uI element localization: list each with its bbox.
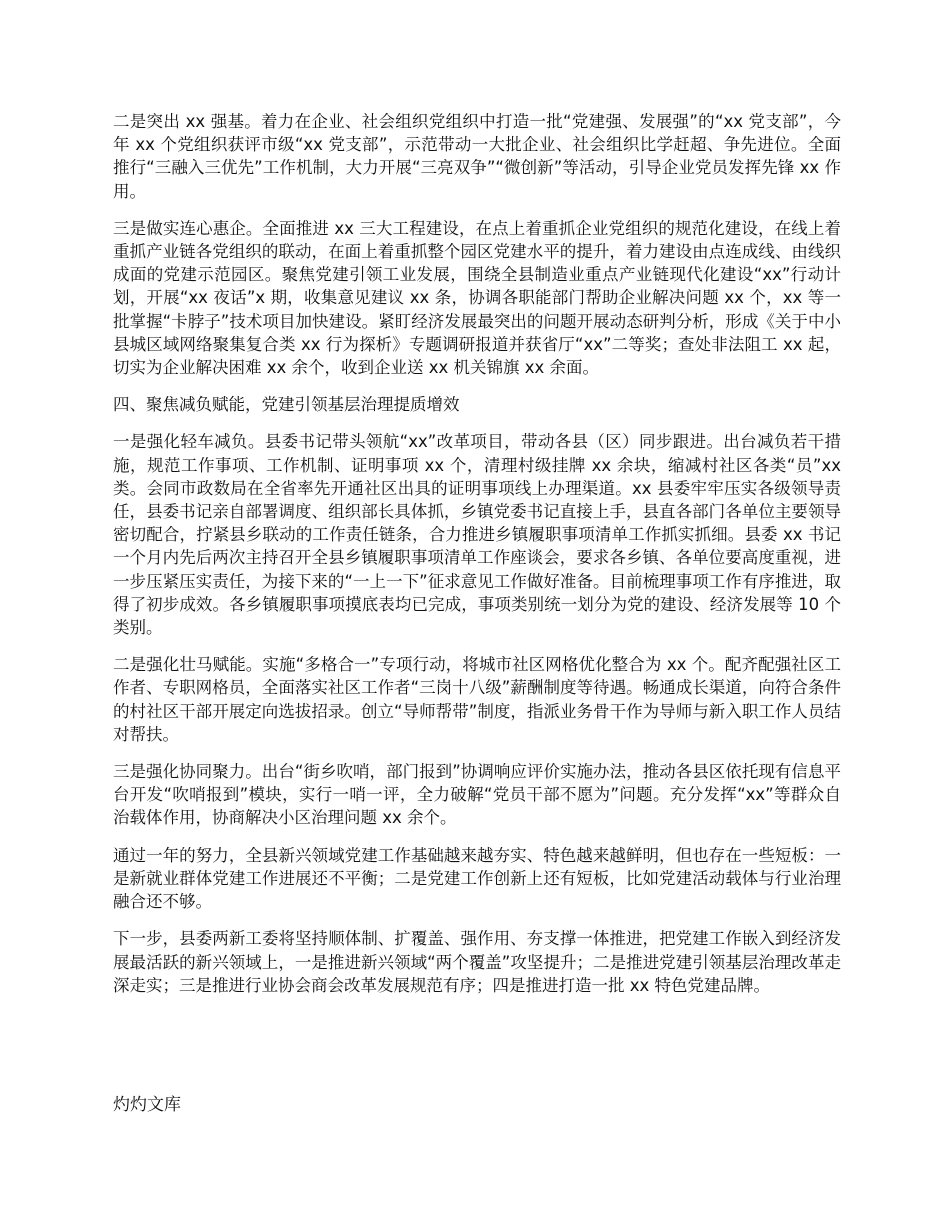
paragraph-strengthen-foundation: 二是突出 xx 强基。着力在企业、社会组织党组织中打造一批“党建强、发展强”的“xx 党支部”，今年 xx 个党组织获评市级“xx 党支部”，示范带动一大批企业、社会组织比学赶超、争先进位。全面推行“三融入三优先”工作机制，大力开展“三亮双争”“微创新”等活动，引导企业党员发挥先锋 xx 作用。 bbox=[113, 112, 841, 201]
paragraph-serve-enterprises: 三是做实连心惠企。全面推进 xx 三大工程建设，在点上着重抓企业党组织的规范化建设，在线上着重抓产业链各党组织的联动，在面上着重抓整个园区党建水平的提升，着力建设由点连成线、由线织成面的党建示范园区。聚焦党建引领工业发展，围绕全县制造业重点产业链现代化建设“xx”行动计划，开展“xx 夜话”x 期，收集意见建议 xx 条，协调各职能部门帮助企业解决问题 xx 个，xx 等一批掌握“卡脖子”技术项目加快建设。紧盯经济发展最突出的问题开展动态研判分析，形成《关于中小县城区域网络聚集复合类 xx 行为探析》专题调研报道并获省厅“xx”二等奖；查处非法阻工 xx 起，切实为企业解决困难 xx 余个，收到企业送 xx 机关锦旗 xx 余面。 bbox=[113, 218, 841, 378]
paragraph-summary: 通过一年的努力，全县新兴领域党建工作基础越来越夯实、特色越来越鲜明，但也存在一些短板：一是新就业群体党建工作进展还不平衡；二是党建工作创新上还有短板，比如党建活动载体与行业治理融合还不够。 bbox=[113, 845, 841, 912]
paragraph-next-steps: 下一步，县委两新工委将坚持顺体制、扩覆盖、强作用、夯支撑一体推进，把党建工作嵌入到经济发展最活跃的新兴领域上，一是推进新兴领域“两个覆盖”攻坚提升；二是推进党建引领基层治理改革走深走实；三是推进行业协会商会改革发展规范有序；四是推进打造一批 xx 特色党建品牌。 bbox=[113, 929, 841, 995]
paragraph-empowerment: 二是强化壮马赋能。实施“多格合一”专项行动，将城市社区网格优化整合为 xx 个。配齐配强社区工作者、专职网格员，全面落实社区工作者“三岗十八级”薪酬制度等待遇。畅通成长渠道，向符合条件的村社区干部开展定向选拔招录。创立“导师帮带”制度，指派业务骨干作为导师与新入职工作人员结对帮扶。 bbox=[113, 655, 841, 744]
paragraph-reduce-burden: 一是强化轻车减负。县委书记带头领航“xx”改革项目，带动各县（区）同步跟进。出台减负若干措施，规范工作事项、工作机制、证明事项 xx 个，清理村级挂牌 xx 余块，缩减村社区各类“员”xx 类。会同市政数局在全省率先开通社区出具的证明事项线上办理渠道。xx 县委牢牢压实各级领导责任，县委书记亲自部署调度、组织部长具体抓，乡镇党委书记直接上手，县直各部门各单位主要领导密切配合，拧紧县乡联动的工作责任链条，合力推进乡镇履职事项清单工作抓实抓细。县委 xx 书记一个月内先后两次主持召开全县乡镇履职事项清单工作座谈会，要求各乡镇、各单位要高度重视，进一步压紧压实责任，为接下来的“一上一下”征求意见工作做好准备。目前梳理事项工作有序推进，取得了初步成效。各乡镇履职事项摸底表均已完成，事项类别统一划分为党的建设、经济发展等 10 个类别。 bbox=[113, 432, 841, 638]
footer-brand: 灼灼文库 bbox=[113, 1095, 181, 1115]
section-heading-four: 四、聚焦减负赋能，党建引领基层治理提质增效 bbox=[113, 395, 460, 415]
paragraph-coordination: 三是强化协同聚力。出台“街乡吹哨，部门报到”协调响应评价实施办法，推动各县区依托现有信息平台开发“吹哨报到”模块，实行一哨一评，全力破解“党员干部不愿为”问题。充分发挥“xx”等群众自治载体作用，协商解决小区治理问题 xx 余个。 bbox=[113, 762, 841, 828]
document-body bbox=[113, 110, 841, 1011]
